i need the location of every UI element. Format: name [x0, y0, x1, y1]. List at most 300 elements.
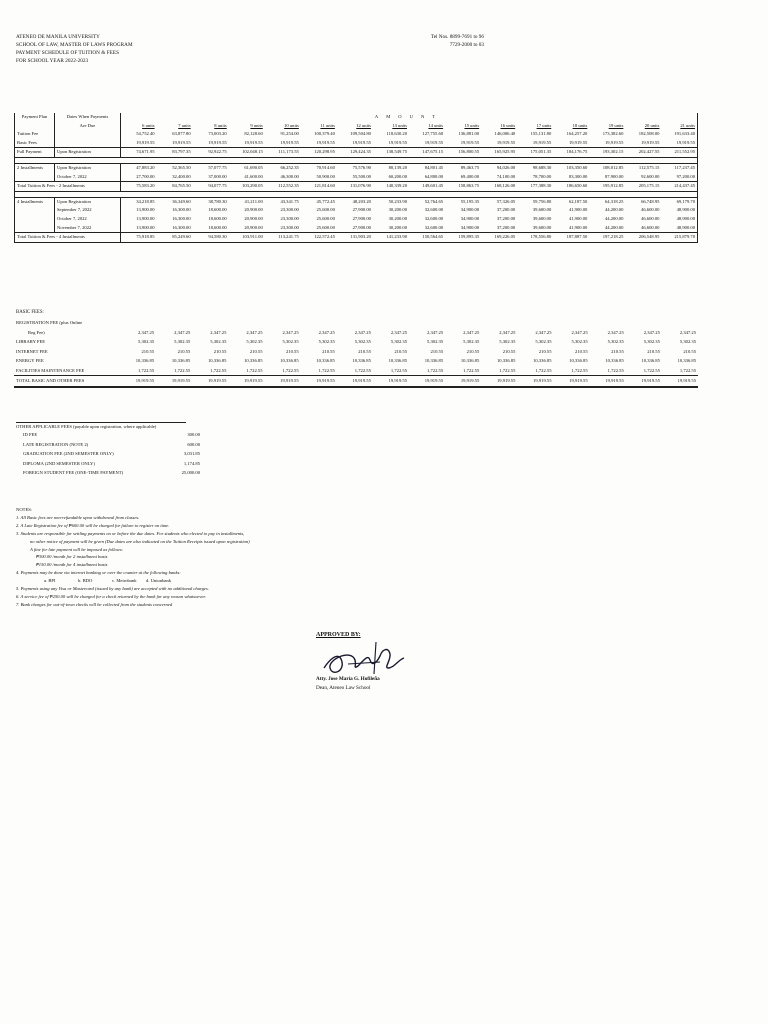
- basic-fee-amount: 2,347.25: [607, 329, 624, 335]
- basic-fee-amount: 1,722.55: [354, 367, 371, 373]
- amount-cell: 41,900.00: [568, 224, 588, 230]
- basic-fee-amount: 1,722.55: [463, 367, 480, 373]
- basic-fee-amount: 210.55: [213, 348, 227, 354]
- amount-cell: 32,600.00: [424, 207, 444, 213]
- basic-fee-amount: 2,347.25: [246, 329, 263, 335]
- total-amount-cell: 131,076.90: [337, 182, 373, 192]
- basic-fee-amount: 1,722.55: [210, 367, 227, 373]
- basic-fee-amount: 210.55: [502, 348, 516, 354]
- basic-fee-amount: 210.55: [285, 348, 299, 354]
- basic-fee-amount: 5,302.35: [499, 339, 516, 344]
- basic-total-amount: 19,919.55: [337, 376, 373, 387]
- amount-cell: 50,233.90: [373, 197, 409, 206]
- other-fee-row: [16, 449, 200, 459]
- amount-cell: 55,195.35: [445, 197, 481, 206]
- basic-fee-amount: 210.55: [574, 348, 588, 354]
- table-row: [15, 206, 698, 215]
- other-fee-row: [16, 430, 200, 440]
- amount-cell: 191,633.40: [661, 130, 697, 139]
- approved-by-label: APPROVED BY:: [316, 632, 361, 638]
- basic-fee-amount: 1,722.55: [427, 367, 444, 373]
- basic-total-amount: 19,919.55: [626, 376, 662, 387]
- amount-cell: 111,173.55: [265, 148, 301, 158]
- basic-fee-amount: 1,722.55: [390, 367, 407, 373]
- total-amount-cell: 84,765.50: [157, 182, 193, 192]
- other-fee-row: [16, 459, 200, 469]
- basic-fee-amount: 5,302.35: [535, 339, 552, 344]
- amount-cell: 118,630.20: [386, 131, 407, 137]
- note-4: 4. Payments may be done via internet banking or over the counter at the following banks:: [16, 570, 181, 576]
- total-amount-cell: 112,552.35: [265, 182, 301, 192]
- signer-name: Atty. Jose Maria G. Hofileña: [316, 676, 380, 682]
- amount-cell: 32,600.00: [424, 224, 444, 230]
- basic-total-amount: 19,919.55: [517, 376, 553, 387]
- amount-cell: 19,919.55: [568, 139, 588, 145]
- basic-fee-amount: 210.55: [249, 348, 263, 354]
- basic-fee-amount: 5,302.35: [571, 339, 588, 344]
- basic-fee-amount: 10,336.85: [569, 358, 588, 363]
- total-amount-cell: 159,895.35: [445, 233, 481, 243]
- due-cell: November 7, 2022: [55, 224, 121, 233]
- plan-cell: 4 Installments: [15, 197, 55, 206]
- amount-cell: 37,200.00: [496, 207, 516, 213]
- amount-cell: 80,139.20: [373, 163, 409, 172]
- note-3: 3. Students are responsible for settling payments on or before the due dates. For students who elected to pay in installments,: [16, 530, 245, 536]
- basic-fee-amount: 2,347.25: [643, 329, 660, 335]
- amount-cell: 78,700.00: [532, 173, 552, 179]
- amount-cell: 39,600.00: [532, 207, 552, 213]
- basic-fee-amount: 210.55: [394, 348, 407, 354]
- amount-cell: 36,349.60: [157, 197, 193, 206]
- total-amount-cell: 205,175.15: [625, 182, 661, 192]
- basic-fee-amount: 5,302.35: [679, 339, 696, 344]
- total-amount-cell: 75,583.20: [121, 182, 157, 192]
- due-cell: Upon Registration: [55, 148, 121, 158]
- basic-fee-amount: 10,336.85: [316, 358, 335, 363]
- other-fees-table: [16, 430, 200, 478]
- amount-cell: 46,600.00: [641, 215, 660, 221]
- total-amount-cell: 141,233.90: [373, 233, 409, 243]
- amount-cell: 19,919.55: [532, 139, 552, 145]
- amount-cell: 23,300.00: [280, 215, 299, 221]
- basic-fee-amount: 210.55: [683, 348, 696, 354]
- amount-cell: 74,100.00: [496, 173, 516, 179]
- amount-cell: 57,077.75: [193, 163, 229, 172]
- amount-cell: 32,400.00: [172, 173, 191, 179]
- plan-cell: Tuition Fee: [15, 130, 55, 139]
- col-due-dates-2: Are Due: [55, 122, 121, 131]
- other-fee-amount: 600.00: [187, 441, 200, 447]
- basic-fee-amount: 5,302.35: [174, 339, 191, 344]
- units-header: 21 units: [661, 122, 697, 131]
- total-amount-cell: 215,879.70: [661, 233, 697, 243]
- amount-cell: 109,504.80: [350, 131, 371, 137]
- basic-total-label: TOTAL BASIC AND OTHER FEES: [14, 376, 120, 387]
- basic-total-amount: 19,919.55: [481, 376, 517, 387]
- bank-list: [16, 577, 356, 585]
- amount-cell: 92,600.00: [641, 173, 660, 179]
- other-fee-row: [16, 440, 200, 450]
- amount-cell: 30,200.00: [388, 207, 407, 213]
- total-amount-cell: 187,887.50: [553, 233, 589, 243]
- basic-fee-amount: 5,302.35: [318, 339, 335, 344]
- basic-total-amount: 19,919.55: [192, 376, 228, 387]
- basic-total-amount: 19,919.55: [409, 376, 445, 387]
- basic-fee-amount: 2,347.25: [390, 329, 407, 335]
- basic-fee-amount: 1,722.55: [318, 367, 335, 373]
- amount-cell: 41,900.00: [568, 207, 588, 213]
- basic-total-amount: 19,919.55: [373, 376, 409, 387]
- basic-fee-amount: 2,347.25: [318, 329, 335, 335]
- plan-cell: [15, 224, 55, 233]
- amount-cell: 146,006.40: [494, 131, 516, 137]
- basic-total-amount: 19,919.55: [590, 376, 626, 387]
- amount-cell: 38,780.30: [193, 197, 229, 206]
- amount-cell: 147,675.15: [409, 148, 445, 158]
- amount-cell: 16,300.00: [172, 207, 191, 213]
- amount-cell: 136,881.00: [458, 131, 480, 137]
- amount-cell: 202,427.55: [625, 148, 661, 158]
- basic-fee-row: [14, 347, 698, 357]
- amount-cell: 37,000.00: [208, 173, 227, 179]
- note-1: 1. All Basic fees are non-refundable upon withdrawal from classes.: [16, 514, 140, 520]
- basic-fee-amount: 1,722.55: [643, 367, 660, 373]
- amount-cell: 52,365.50: [157, 163, 193, 172]
- basic-fee-amount: 5,302.35: [354, 339, 371, 344]
- basic-fee-amount: 5,302.35: [210, 339, 227, 344]
- due-cell: October 7, 2022: [55, 173, 121, 182]
- other-fee-amount: 1,174.85: [183, 460, 200, 466]
- units-header: 16 units: [500, 122, 516, 128]
- amount-cell: 108,012.85: [589, 163, 625, 172]
- amount-cell: 112,575.15: [625, 163, 661, 172]
- amount-cell: 47,883.20: [121, 163, 157, 172]
- plan-cell: [15, 206, 55, 215]
- table-row: [15, 130, 698, 139]
- basic-fee-amount: 10,336.85: [605, 358, 624, 363]
- amount-cell: 83,797.35: [157, 148, 193, 158]
- amount-cell: 30,200.00: [388, 224, 407, 230]
- amount-cell: 64,800.00: [424, 173, 444, 179]
- basic-fee-amount: 5,302.35: [390, 339, 407, 344]
- amount-cell: 84,801.45: [409, 163, 445, 172]
- amount-cell: 117,237.45: [661, 163, 697, 172]
- basic-fee-amount: 10,336.85: [641, 358, 660, 363]
- amount-cell: 45,772.45: [301, 197, 337, 206]
- basic-fee-amount: 2,347.25: [679, 329, 696, 335]
- basic-fee-amount: 210.55: [141, 348, 155, 354]
- amount-cell: 19,919.55: [641, 139, 660, 145]
- amount-cell: 211,552.95: [661, 148, 697, 158]
- amount-cell: 18,600.00: [208, 224, 227, 230]
- basic-fee-amount: 1,722.55: [679, 367, 696, 373]
- tuition-fee-table: [14, 113, 698, 243]
- total-amount-cell: 103,290.05: [229, 182, 265, 192]
- basic-fee-amount: 10,336.85: [388, 358, 407, 363]
- table-row: [15, 224, 698, 233]
- amount-cell: 32,600.00: [424, 215, 444, 221]
- amount-cell: 20,900.00: [244, 224, 263, 230]
- school-header: [16, 33, 133, 65]
- units-header: 12 units: [356, 122, 371, 128]
- basic-fee-amount: 5,302.35: [282, 339, 299, 344]
- basic-total-amount: 19,919.55: [265, 376, 301, 387]
- amount-cell: 127,755.60: [422, 131, 444, 137]
- total-amount-cell: 214,437.45: [661, 182, 697, 192]
- other-fee-label: DIPLOMA (2ND SEMESTER ONLY): [23, 460, 95, 466]
- total-amount-cell: 169,226.05: [481, 233, 517, 243]
- bank-unionbank: d. Unionbank: [146, 578, 172, 584]
- header-line-1: ATENEO DE MANILA UNIVERSITY: [16, 34, 100, 40]
- amount-cell: 66,748.95: [625, 197, 661, 206]
- basic-fee-amount: 1,722.55: [246, 367, 263, 373]
- amount-cell: 41,600.00: [244, 173, 263, 179]
- amount-cell: 138,549.75: [373, 148, 409, 158]
- units-header: 8 units: [214, 122, 227, 128]
- total-amount-cell: 168,126.00: [481, 182, 517, 192]
- amount-cell: 91,254.00: [280, 131, 299, 137]
- amount-cell: 23,300.00: [280, 207, 299, 213]
- amount-cell: 34,218.85: [121, 197, 157, 206]
- units-header: 6 units: [142, 122, 155, 128]
- total-amount-cell: 121,814.60: [301, 182, 337, 192]
- basic-fee-amount: 210.55: [538, 348, 552, 354]
- units-header: 19 units: [608, 122, 624, 128]
- note-2: 2. A Late Registration fee of ₱600.00 will be charged for failure to register on time.: [16, 522, 170, 528]
- amount-cell: 70,914.60: [301, 163, 337, 172]
- amount-cell: 57,326.05: [481, 197, 517, 206]
- total-label: Total Tuition & Fees - 4 Installments: [15, 233, 121, 243]
- table-row: [15, 148, 698, 158]
- basic-fee-amount: 10,336.85: [244, 358, 263, 363]
- amount-cell: 39,600.00: [532, 215, 552, 221]
- amount-cell: 52,764.65: [409, 197, 445, 206]
- other-fee-row: [16, 468, 200, 478]
- amount-cell: 41,900.00: [568, 215, 588, 221]
- amount-cell: 61,690.05: [229, 163, 265, 172]
- amount-cell: 23,300.00: [280, 224, 299, 230]
- basic-fee-amount: 2,347.25: [210, 329, 227, 335]
- amount-cell: 60,200.00: [388, 173, 407, 179]
- total-label: Total Tuition & Fees - 2 Installments: [15, 182, 121, 192]
- basic-total-row: [14, 376, 698, 387]
- basic-fee-amount: 2,347.25: [499, 329, 516, 335]
- amount-cell: 19,919.55: [352, 139, 371, 145]
- amount-cell: 92,922.75: [193, 148, 229, 158]
- basic-fee-label: Reg Fee): [28, 329, 45, 335]
- notes-title: NOTES:: [16, 507, 33, 512]
- total-amount-cell: 140,339.20: [373, 182, 409, 192]
- amount-cell: 19,919.55: [424, 139, 444, 145]
- amount-cell: 75,576.90: [337, 163, 373, 172]
- amount-cell: 43,341.75: [265, 197, 301, 206]
- basic-fee-amount: 2,347.25: [282, 329, 299, 335]
- note-7: 7. Bank charges for out-of-town checks will be collected from the students concerned: [16, 601, 173, 607]
- amount-cell: 54,752.40: [136, 131, 155, 137]
- amount-cell: 19,919.55: [208, 139, 227, 145]
- bank-bpi: a. BPI: [44, 578, 56, 584]
- basic-total-amount: 19,919.55: [554, 376, 590, 387]
- basic-fee-amount: 210.55: [611, 348, 624, 354]
- basic-fee-amount: 10,336.85: [497, 358, 516, 363]
- amount-cell: 34,900.00: [460, 224, 480, 230]
- amount-cell: 182,508.00: [638, 131, 660, 137]
- other-fee-amount: 3,031.85: [183, 451, 200, 456]
- amount-cell: 19,919.55: [280, 139, 299, 145]
- basic-fee-amount: 1,722.55: [607, 367, 624, 373]
- other-fee-label: GRADUATION FEE (2ND SEMESTER ONLY): [23, 451, 114, 456]
- table-row: [15, 215, 698, 224]
- amount-cell: 175,051.35: [517, 148, 553, 158]
- amount-cell: 44,200.00: [605, 207, 624, 213]
- total-amount-cell: 150,564.65: [409, 233, 445, 243]
- units-header-row: [15, 122, 698, 131]
- units-header: 14 units: [428, 122, 444, 128]
- amount-cell: 19,919.55: [661, 139, 697, 148]
- total-amount-cell: 85,249.60: [157, 233, 193, 243]
- amount-cell: 74,671.95: [121, 148, 157, 158]
- note-3-fine-2: ₱300.00 /month for 2 installment basis: [36, 554, 108, 560]
- other-fee-label: ID FEE: [23, 432, 38, 437]
- amount-cell: 25,600.00: [316, 215, 335, 221]
- plan-cell: Full Payment: [15, 148, 55, 158]
- basic-fee-amount: 1,722.55: [571, 367, 588, 373]
- amount-cell: 87,900.00: [605, 173, 624, 179]
- col-due-dates: Dates When Payments: [55, 113, 121, 122]
- total-amount-cell: 131,903.20: [337, 233, 373, 243]
- basic-total-amount: 19,919.55: [156, 376, 192, 387]
- total-amount-cell: 158,863.75: [445, 182, 481, 192]
- basic-fee-amount: 10,336.85: [533, 358, 552, 363]
- amount-cell: 48,900.00: [661, 224, 697, 233]
- amount-cell: 37,200.00: [496, 224, 516, 230]
- amount-cell: 97,200.00: [661, 173, 697, 182]
- amount-cell: 129,424.35: [337, 148, 373, 158]
- amount-cell: 30,200.00: [388, 215, 407, 221]
- due-cell: October 7, 2022: [55, 215, 121, 224]
- plan-cell: 2 Installments: [15, 163, 55, 172]
- basic-total-amount: 19,919.55: [301, 376, 337, 387]
- basic-fee-amount: 5,302.35: [138, 339, 155, 344]
- basic-fee-amount: 210.55: [358, 348, 371, 354]
- basic-fee-row: [14, 356, 698, 366]
- amount-cell: 100,379.40: [314, 131, 335, 137]
- amount-cell: 73,003.20: [208, 131, 227, 137]
- amount-cell: 63,877.80: [172, 131, 191, 137]
- total-row: [15, 233, 698, 243]
- note-3-fine: A fine for late payment will be imposed as follows:: [30, 546, 124, 552]
- basic-fee-amount: 210.55: [430, 348, 444, 354]
- amount-cell: 27,900.00: [352, 224, 371, 230]
- bank-metrobank: c. Metrobank: [112, 578, 137, 584]
- plan-cell: Basic Fees: [15, 139, 55, 148]
- total-amount-cell: 113,241.75: [265, 233, 301, 243]
- units-header: 13 units: [392, 122, 407, 128]
- tel-line-1: Tel Nos. 8899-7691 to 96: [430, 34, 484, 40]
- header-line-3: PAYMENT SCHEDULE OF TUITION & FEES: [16, 50, 120, 57]
- basic-fee-amount: 10,336.85: [171, 358, 191, 363]
- basic-fee-amount: 5,302.35: [607, 339, 624, 344]
- amount-cell: 41,211.00: [229, 197, 265, 206]
- basic-total-amount: 19,919.55: [228, 376, 264, 387]
- amount-cell: 19,919.55: [605, 139, 624, 145]
- basic-fee-amount: 210.55: [322, 348, 335, 354]
- amount-cell: 37,200.00: [496, 215, 516, 221]
- basic-fee-amount: 1,722.55: [282, 367, 299, 373]
- amount-cell: 94,026.00: [481, 163, 517, 172]
- amount-cell: 120,298.95: [301, 148, 337, 158]
- basic-fee-amount: 10,336.85: [460, 358, 480, 363]
- basic-fee-amount: 5,302.35: [643, 339, 660, 344]
- basic-fee-amount: 1,722.55: [174, 367, 191, 373]
- basic-fee-amount: 2,347.25: [571, 329, 588, 335]
- note-3-fine-4: ₱150.00 /month for 4 installment basis: [36, 562, 108, 568]
- basic-fees-title: BASIC FEES:: [16, 310, 44, 315]
- amount-cell: 39,600.00: [532, 224, 552, 230]
- amount-cell: 27,900.00: [352, 215, 371, 221]
- due-cell: Upon Registration: [55, 197, 121, 206]
- amount-cell: 19,919.55: [136, 139, 155, 145]
- col-payment-plan: Payment Plan: [15, 113, 55, 122]
- bank-bdo: b. BDO: [78, 578, 93, 584]
- basic-fee-row: [14, 366, 698, 376]
- total-amount-cell: 149,601.45: [409, 182, 445, 192]
- amount-cell: 156,800.55: [445, 148, 481, 158]
- due-cell: [55, 130, 121, 139]
- signature-image: [318, 638, 408, 678]
- total-amount-cell: 94,077.75: [193, 182, 229, 192]
- basic-fee-label: ENERGY FEE: [16, 358, 44, 363]
- basic-fee-row: [14, 328, 698, 338]
- basic-fee-amount: 10,336.85: [135, 358, 155, 363]
- amount-cell: 64,318.25: [589, 197, 625, 206]
- amount-cell: 13,900.00: [136, 207, 155, 213]
- amount-cell: 19,919.55: [388, 139, 407, 145]
- amount-cell: 184,176.75: [553, 148, 589, 158]
- amount-cell: 46,600.00: [641, 207, 660, 213]
- due-cell: September 7, 2022: [55, 206, 121, 215]
- amount-cell: 103,350.60: [553, 163, 589, 172]
- basic-fee-label: REGISTRATION FEE (plus Online: [16, 320, 83, 325]
- amount-cell: 55,500.00: [352, 173, 371, 179]
- table-row: [15, 139, 698, 148]
- other-fee-label: LATE REGISTRATION (NOTE 2): [23, 441, 89, 447]
- basic-fee-amount: 210.55: [466, 348, 480, 354]
- basic-fee-row: [14, 318, 698, 328]
- amount-cell: 19,919.55: [496, 139, 516, 145]
- amount-cell: 82,128.60: [244, 131, 263, 137]
- amount-cell: 69,400.00: [460, 173, 480, 179]
- basic-total-amount: 19,919.55: [662, 376, 698, 387]
- other-fee-amount: 300.00: [187, 432, 200, 437]
- total-amount-cell: 122,572.45: [301, 233, 337, 243]
- amount-cell: 13,900.00: [136, 224, 155, 230]
- amount-cell: 13,900.00: [136, 215, 155, 221]
- amount-cell: 155,131.80: [530, 131, 552, 137]
- other-fees-section: [16, 422, 200, 478]
- amount-header: AMOUNT: [121, 113, 698, 122]
- basic-total-amount: 19,919.55: [445, 376, 481, 387]
- units-header: 7 units: [178, 122, 191, 128]
- total-amount-cell: 195,912.85: [589, 182, 625, 192]
- total-row: [15, 182, 698, 192]
- amount-cell: 44,200.00: [605, 224, 624, 230]
- other-fee-amount: 25,000.00: [181, 470, 200, 475]
- basic-fee-amount: 10,336.85: [424, 358, 444, 363]
- amount-cell: 19,919.55: [172, 139, 191, 145]
- amount-cell: 27,900.00: [352, 207, 371, 213]
- units-header: 11 units: [320, 122, 335, 128]
